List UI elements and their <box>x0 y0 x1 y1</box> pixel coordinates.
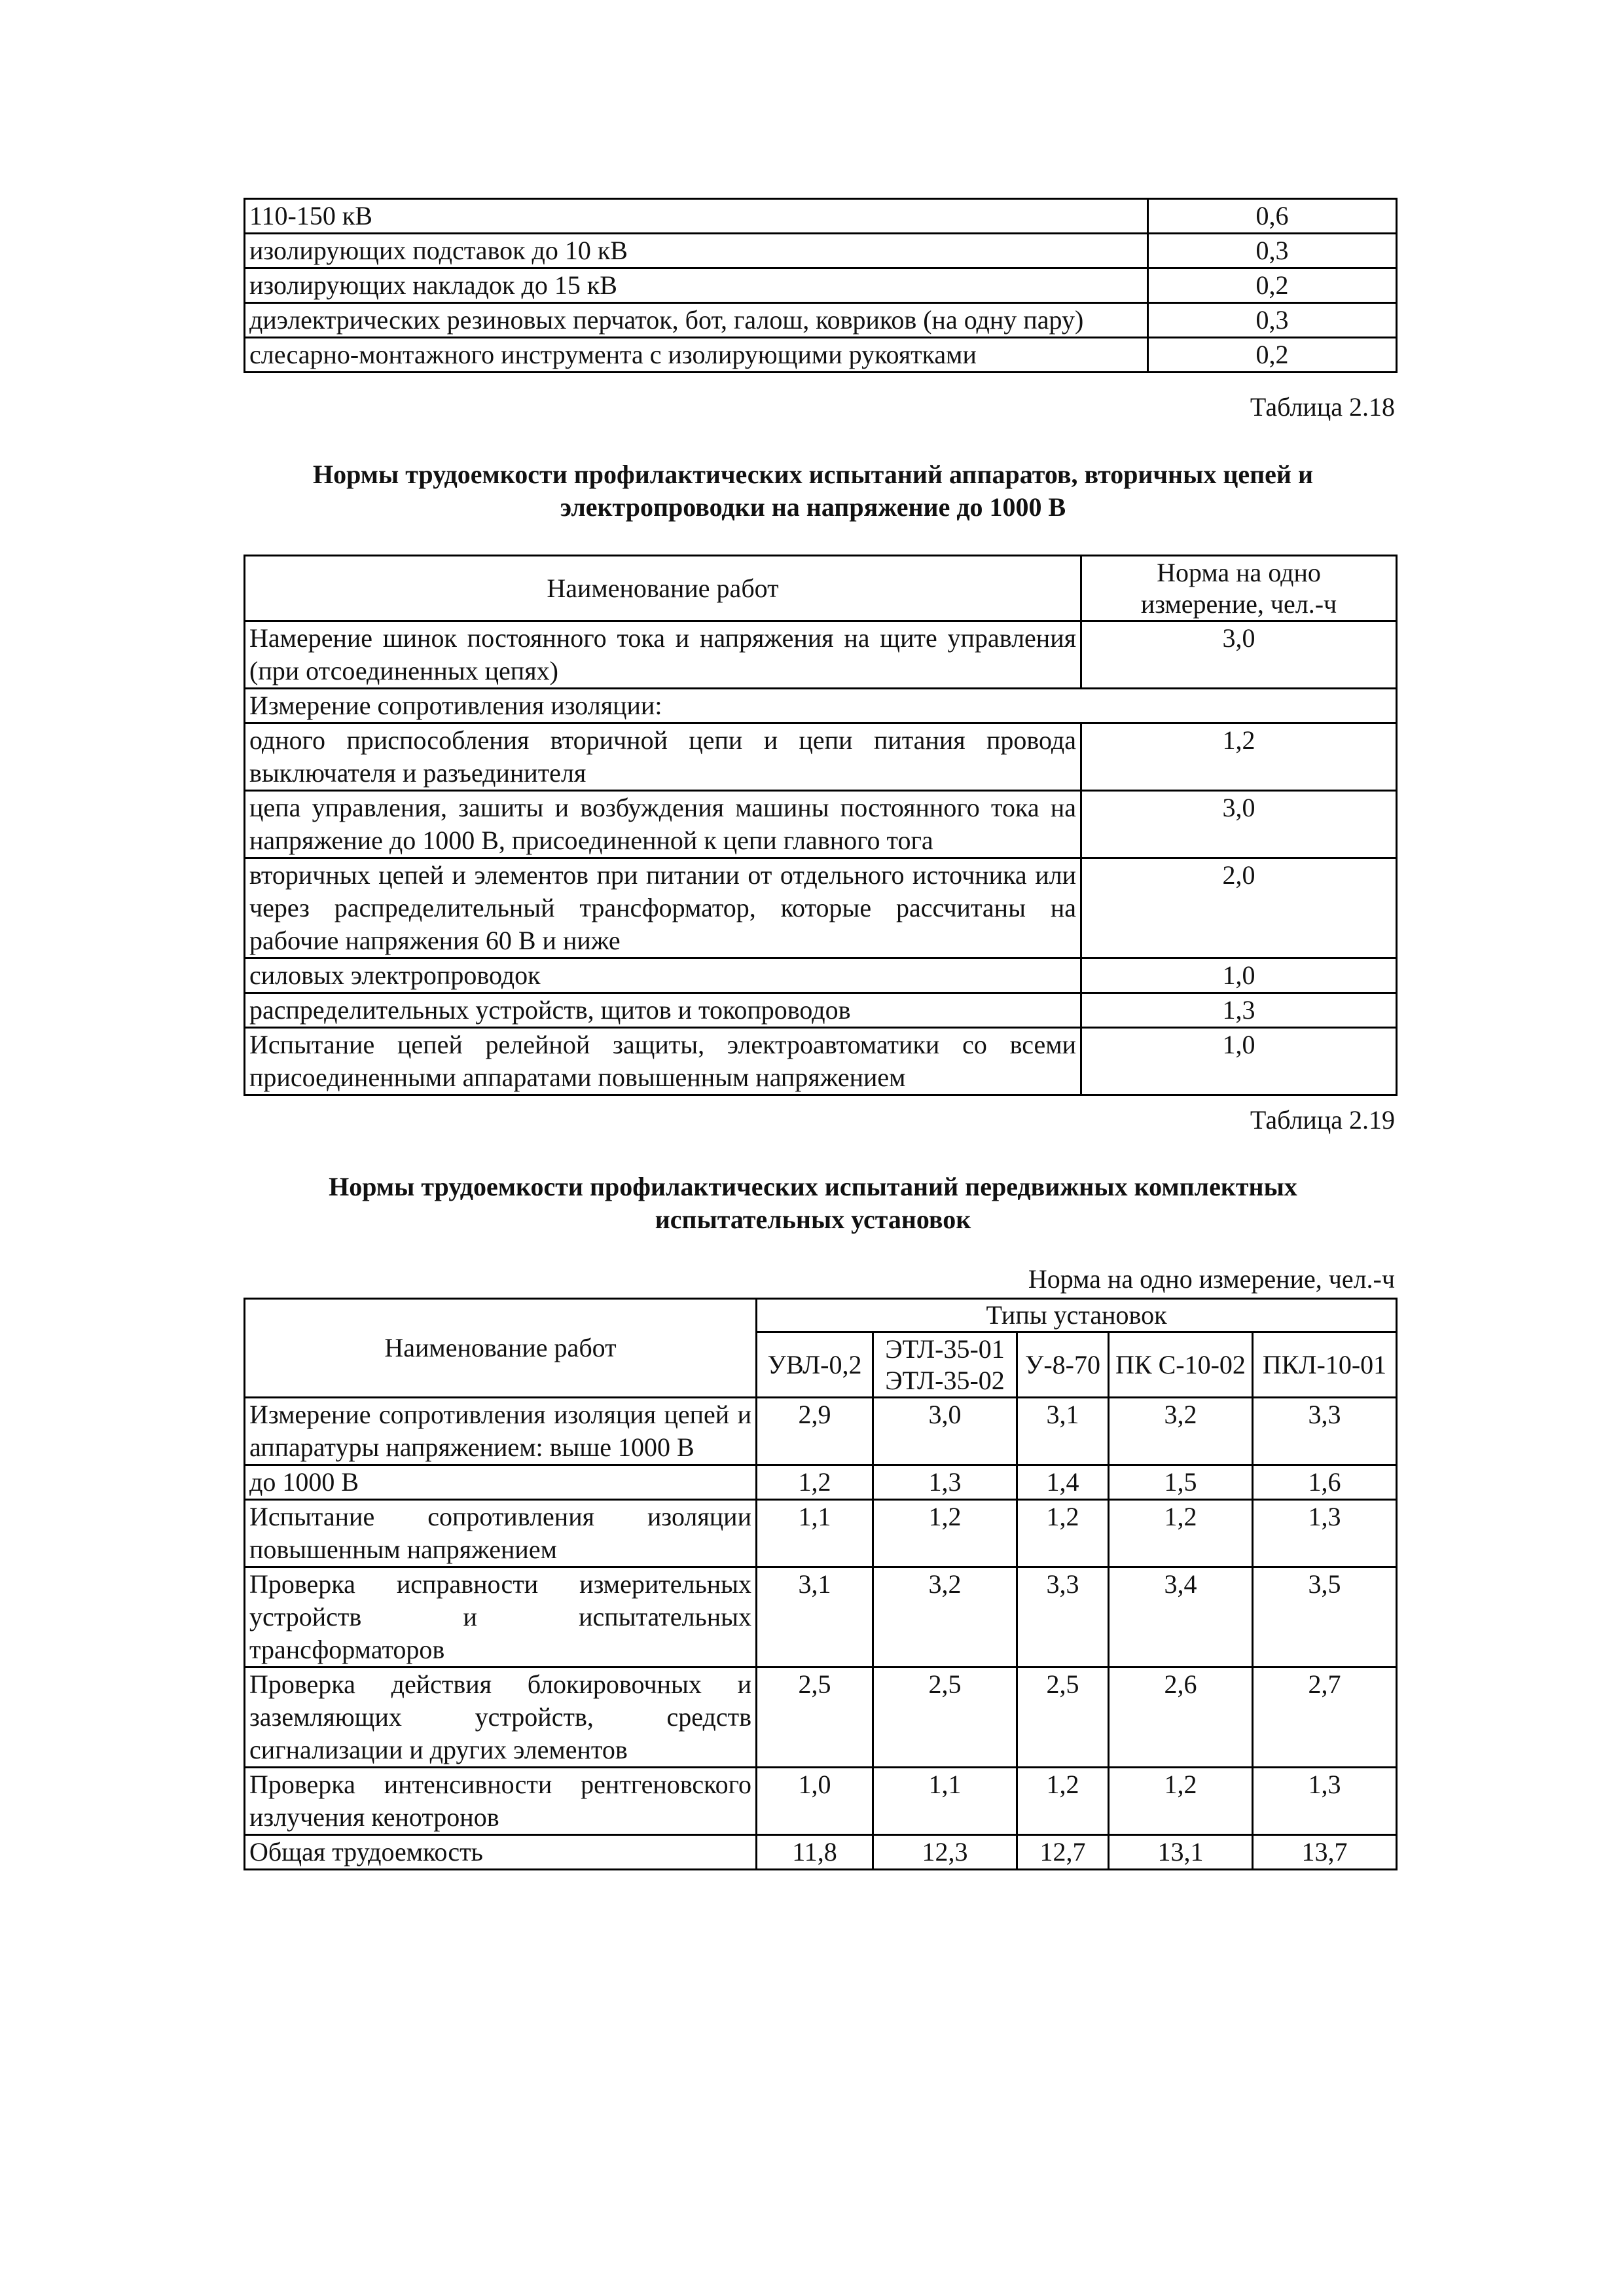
cell-value: 13,7 <box>1253 1835 1397 1870</box>
table-row <box>245 1567 1397 1667</box>
row-name: силовых электропроводок <box>245 958 1081 993</box>
title-line: Нормы трудоемкости профилактических испытаний аппаратов, вторичных цепей и <box>312 460 1314 489</box>
cell-value: 1,6 <box>1253 1465 1397 1500</box>
row-name: Проверка действия блокировочных и заземляющих устройств, средств сигнализации и других элементов <box>245 1667 757 1768</box>
col-header-norm-line: измерение, чел.-ч <box>1140 589 1337 619</box>
row-value: 0,3 <box>1148 234 1397 268</box>
cell-value: 2,5 <box>873 1667 1017 1768</box>
row-name: изолирующих накладок до 15 кВ <box>245 268 1148 303</box>
cell-value: 12,7 <box>1017 1835 1109 1870</box>
table-row <box>245 689 1397 723</box>
row-name: слесарно-монтажного инструмента с изолирующими рукоятками <box>245 338 1148 373</box>
cell-value: 3,2 <box>873 1567 1017 1667</box>
table-row <box>245 1500 1397 1567</box>
row-name: 110-150 кВ <box>245 199 1148 234</box>
cell-value: 13,1 <box>1109 1835 1253 1870</box>
table-row <box>245 1465 1397 1500</box>
table-title-2-18 <box>244 458 1382 524</box>
col-header-norm-line: Норма на одно <box>1157 557 1321 587</box>
cell-value: 1,2 <box>1017 1500 1109 1567</box>
table-row <box>245 958 1397 993</box>
row-value: 0,2 <box>1148 268 1397 303</box>
cell-value: 1,2 <box>1109 1768 1253 1835</box>
cell-value: 3,2 <box>1109 1398 1253 1465</box>
table-row <box>245 993 1397 1028</box>
table-title-2-19 <box>244 1171 1382 1236</box>
row-name: Измерение сопротивления изоляции: <box>245 689 1397 723</box>
group-header-types: Типы установок <box>757 1299 1397 1332</box>
table-2-19 <box>244 1298 1398 1870</box>
col-header-norm <box>1081 556 1397 621</box>
cell-value: 2,9 <box>757 1398 873 1465</box>
cell-value: 1,3 <box>1253 1500 1397 1567</box>
cell-value: 1,1 <box>873 1768 1017 1835</box>
col-header-type: У-8-70 <box>1017 1332 1109 1398</box>
row-name: диэлектрических резиновых перчаток, бот, галош, ковриков (на одну пару) <box>245 303 1148 338</box>
row-name: вторичных цепей и элементов при питании от отдельного источника или через распределительный трансформатор, которые рассчитаны на рабочие напряжения 60 В и ниже <box>245 858 1081 958</box>
row-name: Измерение сопротивления изоляция цепей и аппаратуры напряжением: выше 1000 В <box>245 1398 757 1465</box>
cell-value: 1,2 <box>1017 1768 1109 1835</box>
row-value: 3,0 <box>1081 791 1397 858</box>
row-value: 3,0 <box>1081 621 1397 689</box>
row-name: Намерение шинок постоянного тока и напряжения на щите управления (при отсоединенных цепях) <box>245 621 1081 689</box>
cell-value: 1,3 <box>873 1465 1017 1500</box>
cell-value: 3,5 <box>1253 1567 1397 1667</box>
table-row-total <box>245 1835 1397 1870</box>
table-row <box>245 268 1397 303</box>
table-2-18 <box>244 555 1398 1096</box>
table-header-row <box>245 556 1397 621</box>
title-line: Нормы трудоемкости профилактических испытаний передвижных комплектных <box>329 1172 1297 1201</box>
row-name: Проверка исправности измерительных устройств и испытательных трансформаторов <box>245 1567 757 1667</box>
cell-value: 3,4 <box>1109 1567 1253 1667</box>
table-row <box>245 858 1397 958</box>
table-row <box>245 303 1397 338</box>
row-value: 0,2 <box>1148 338 1397 373</box>
col-header-name: Наименование работ <box>245 1299 757 1398</box>
cell-value: 12,3 <box>873 1835 1017 1870</box>
title-line: испытательных установок <box>655 1205 971 1234</box>
row-name: одного приспособления вторичной цепи и цепи питания провода выключателя и разъединителя <box>245 723 1081 791</box>
cell-value: 3,1 <box>757 1567 873 1667</box>
col-header-type-line: ЭТЛ-35-02 <box>885 1365 1005 1395</box>
cell-value: 2,5 <box>1017 1667 1109 1768</box>
cell-value: 3,3 <box>1017 1567 1109 1667</box>
table-row <box>245 234 1397 268</box>
table-row <box>245 338 1397 373</box>
table-row <box>245 1028 1397 1095</box>
title-line: электропроводки на напряжение до 1000 В <box>560 492 1066 522</box>
row-value: 0,3 <box>1148 303 1397 338</box>
table-row <box>245 1768 1397 1835</box>
cell-value: 1,1 <box>757 1500 873 1567</box>
table-caption-2-18: Таблица 2.18 <box>1250 392 1395 422</box>
cell-value: 11,8 <box>757 1835 873 1870</box>
col-header-type <box>873 1332 1017 1398</box>
cell-value: 2,6 <box>1109 1667 1253 1768</box>
cell-value: 1,4 <box>1017 1465 1109 1500</box>
cell-value: 1,2 <box>873 1500 1017 1567</box>
row-name: распределительных устройств, щитов и токопроводов <box>245 993 1081 1028</box>
cell-value: 1,0 <box>757 1768 873 1835</box>
cell-value: 1,3 <box>1253 1768 1397 1835</box>
unit-note: Норма на одно измерение, чел.-ч <box>1028 1264 1395 1294</box>
cell-value: 3,3 <box>1253 1398 1397 1465</box>
col-header-type-line: ЭТЛ-35-01 <box>885 1334 1005 1364</box>
table-row <box>245 621 1397 689</box>
col-header-name: Наименование работ <box>245 556 1081 621</box>
table-row <box>245 1398 1397 1465</box>
row-value: 0,6 <box>1148 199 1397 234</box>
cell-value: 2,7 <box>1253 1667 1397 1768</box>
table-row <box>245 1667 1397 1768</box>
col-header-type: УВЛ-0,2 <box>757 1332 873 1398</box>
table-top-continuation <box>244 198 1398 373</box>
row-value: 1,0 <box>1081 958 1397 993</box>
row-value: 1,0 <box>1081 1028 1397 1095</box>
cell-value: 1,2 <box>1109 1500 1253 1567</box>
cell-value: 1,5 <box>1109 1465 1253 1500</box>
table-row <box>245 723 1397 791</box>
row-name: цепа управления, зашиты и возбуждения машины постоянного тока на напряжение до 1000 В, присоединенной к цепи главного тога <box>245 791 1081 858</box>
row-name: Проверка интенсивности рентгеновского излучения кенотронов <box>245 1768 757 1835</box>
cell-value: 3,1 <box>1017 1398 1109 1465</box>
col-header-type: ПК С-10-02 <box>1109 1332 1253 1398</box>
table-row <box>245 791 1397 858</box>
row-name: до 1000 В <box>245 1465 757 1500</box>
table-row <box>245 199 1397 234</box>
col-header-type: ПКЛ-10-01 <box>1253 1332 1397 1398</box>
row-value: 1,3 <box>1081 993 1397 1028</box>
cell-value: 1,2 <box>757 1465 873 1500</box>
row-name: Общая трудоемкость <box>245 1835 757 1870</box>
table-header-row <box>245 1299 1397 1332</box>
row-name: изолирующих подставок до 10 кВ <box>245 234 1148 268</box>
row-name: Испытание сопротивления изоляции повышенным напряжением <box>245 1500 757 1567</box>
cell-value: 2,5 <box>757 1667 873 1768</box>
row-name: Испытание цепей релейной защиты, электроавтоматики со всеми присоединенными аппаратами повышенным напряжением <box>245 1028 1081 1095</box>
cell-value: 3,0 <box>873 1398 1017 1465</box>
table-caption-2-19: Таблица 2.19 <box>1250 1105 1395 1135</box>
row-value: 1,2 <box>1081 723 1397 791</box>
row-value: 2,0 <box>1081 858 1397 958</box>
